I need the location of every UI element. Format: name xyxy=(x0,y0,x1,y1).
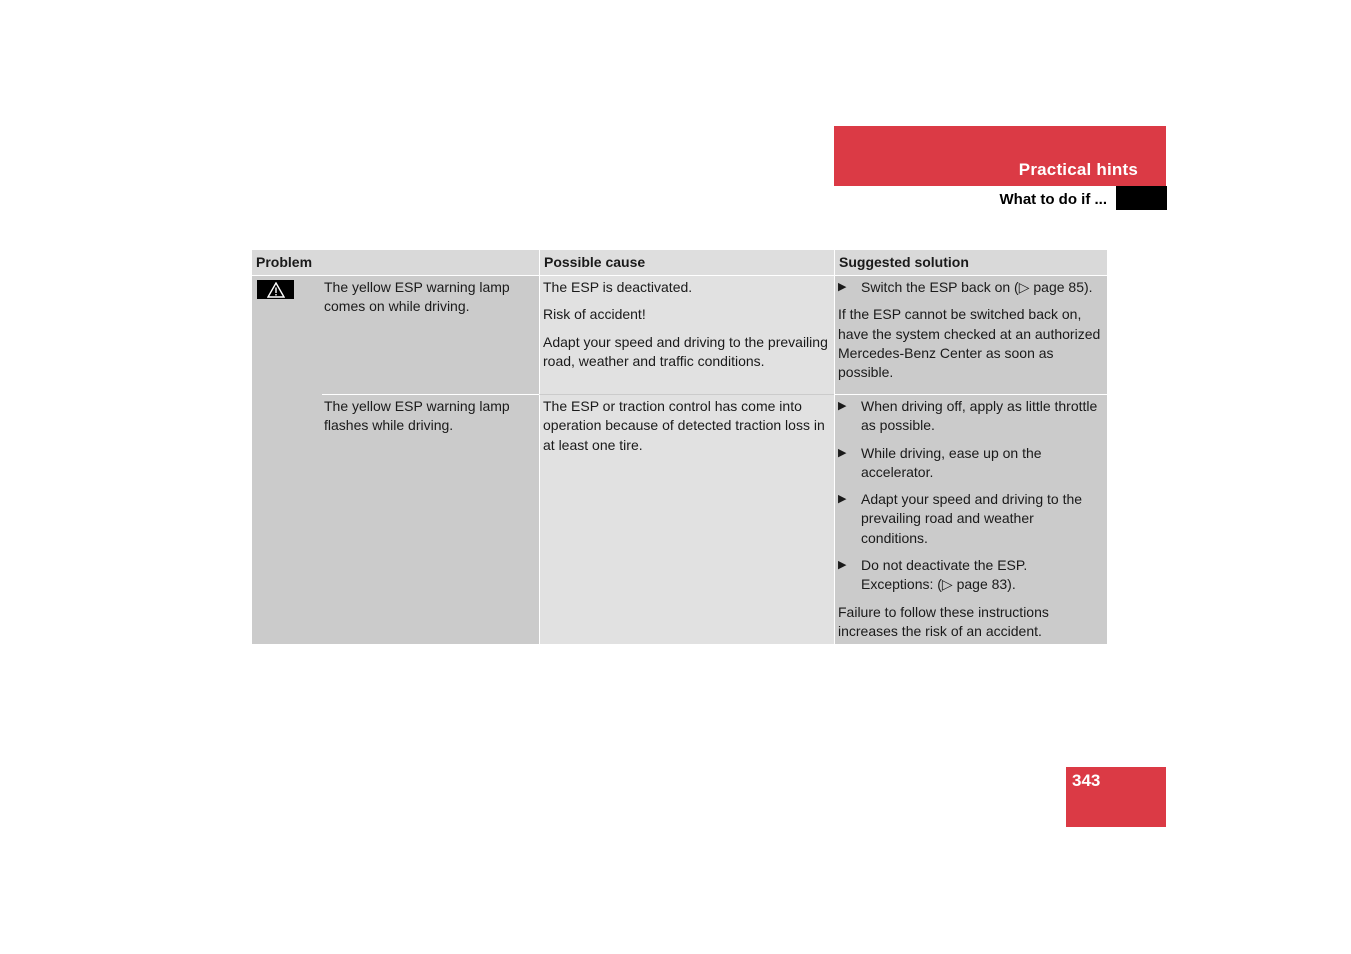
table-rows xyxy=(322,276,1107,644)
section-header-bar xyxy=(834,126,1166,186)
problem-cell xyxy=(322,394,539,644)
bullet-arrow-icon: ▶ xyxy=(838,493,847,506)
cause-text: The ESP is deactivated. xyxy=(543,279,693,295)
solution-step-text: Adapt your speed and driving to the prevailing road and weather conditions. xyxy=(861,491,1083,546)
warning-triangle-icon xyxy=(257,280,294,299)
table-row xyxy=(322,276,1107,394)
bullet-arrow-icon: ▶ xyxy=(838,559,847,572)
solution-note: Failure to follow these instructions increases the risk of an accident. xyxy=(838,603,1049,639)
subsection-title: What to do if ... xyxy=(999,191,1107,208)
solution-step-text: Switch the ESP back on (▷ page 85). xyxy=(861,279,1093,295)
solution-step-text: When driving off, apply as little throttle as possible. xyxy=(861,398,1098,434)
icon-column xyxy=(252,276,322,644)
troubleshooting-table xyxy=(252,250,1107,644)
cause-text: Risk of accident! xyxy=(543,306,646,323)
solution-cell xyxy=(834,394,1107,644)
page-number: 343 xyxy=(1072,771,1101,790)
solution-cell xyxy=(834,276,1107,394)
subsection-marker xyxy=(1116,186,1167,210)
cause-cell xyxy=(539,276,834,394)
solution-step xyxy=(838,444,1101,483)
problem-text: The yellow ESP warning lamp flashes while driving. xyxy=(324,398,510,434)
problem-cell xyxy=(322,276,539,394)
solution-step xyxy=(838,490,1101,548)
column-header-problem: Problem xyxy=(252,250,539,275)
section-title: Practical hints xyxy=(1018,160,1138,179)
bullet-arrow-icon: ▶ xyxy=(838,400,847,412)
problem-text: The yellow ESP warning lamp comes on while driving. xyxy=(324,279,510,315)
cause-cell xyxy=(539,394,834,644)
table-body xyxy=(252,275,1107,644)
solution-step-text: Do not deactivate the ESP. Exceptions: (▷ page 83). xyxy=(861,557,1028,593)
solution-step xyxy=(838,278,1101,297)
bullet-arrow-icon: ▶ xyxy=(838,281,847,293)
table-header xyxy=(252,250,1107,275)
bullet-arrow-icon: ▶ xyxy=(838,446,847,459)
page-number-box xyxy=(1066,767,1166,827)
column-header-solution: Suggested solution xyxy=(834,250,1107,275)
cause-text: The ESP or traction control has come into operation because of detected traction loss in at least one tire. xyxy=(543,398,825,453)
cause-text: Adapt your speed and driving to the prevailing road, weather and traffic conditions. xyxy=(543,333,828,369)
solution-step-text: While driving, ease up on the accelerator. xyxy=(861,444,1042,480)
table-row xyxy=(322,394,1107,644)
solution-note: If the ESP cannot be switched back on, have the system checked at an authorized Mercedes-Benz Center as soon as possible. xyxy=(838,306,1101,381)
solution-step xyxy=(838,397,1101,436)
solution-step xyxy=(838,556,1101,595)
column-header-cause: Possible cause xyxy=(539,250,834,275)
